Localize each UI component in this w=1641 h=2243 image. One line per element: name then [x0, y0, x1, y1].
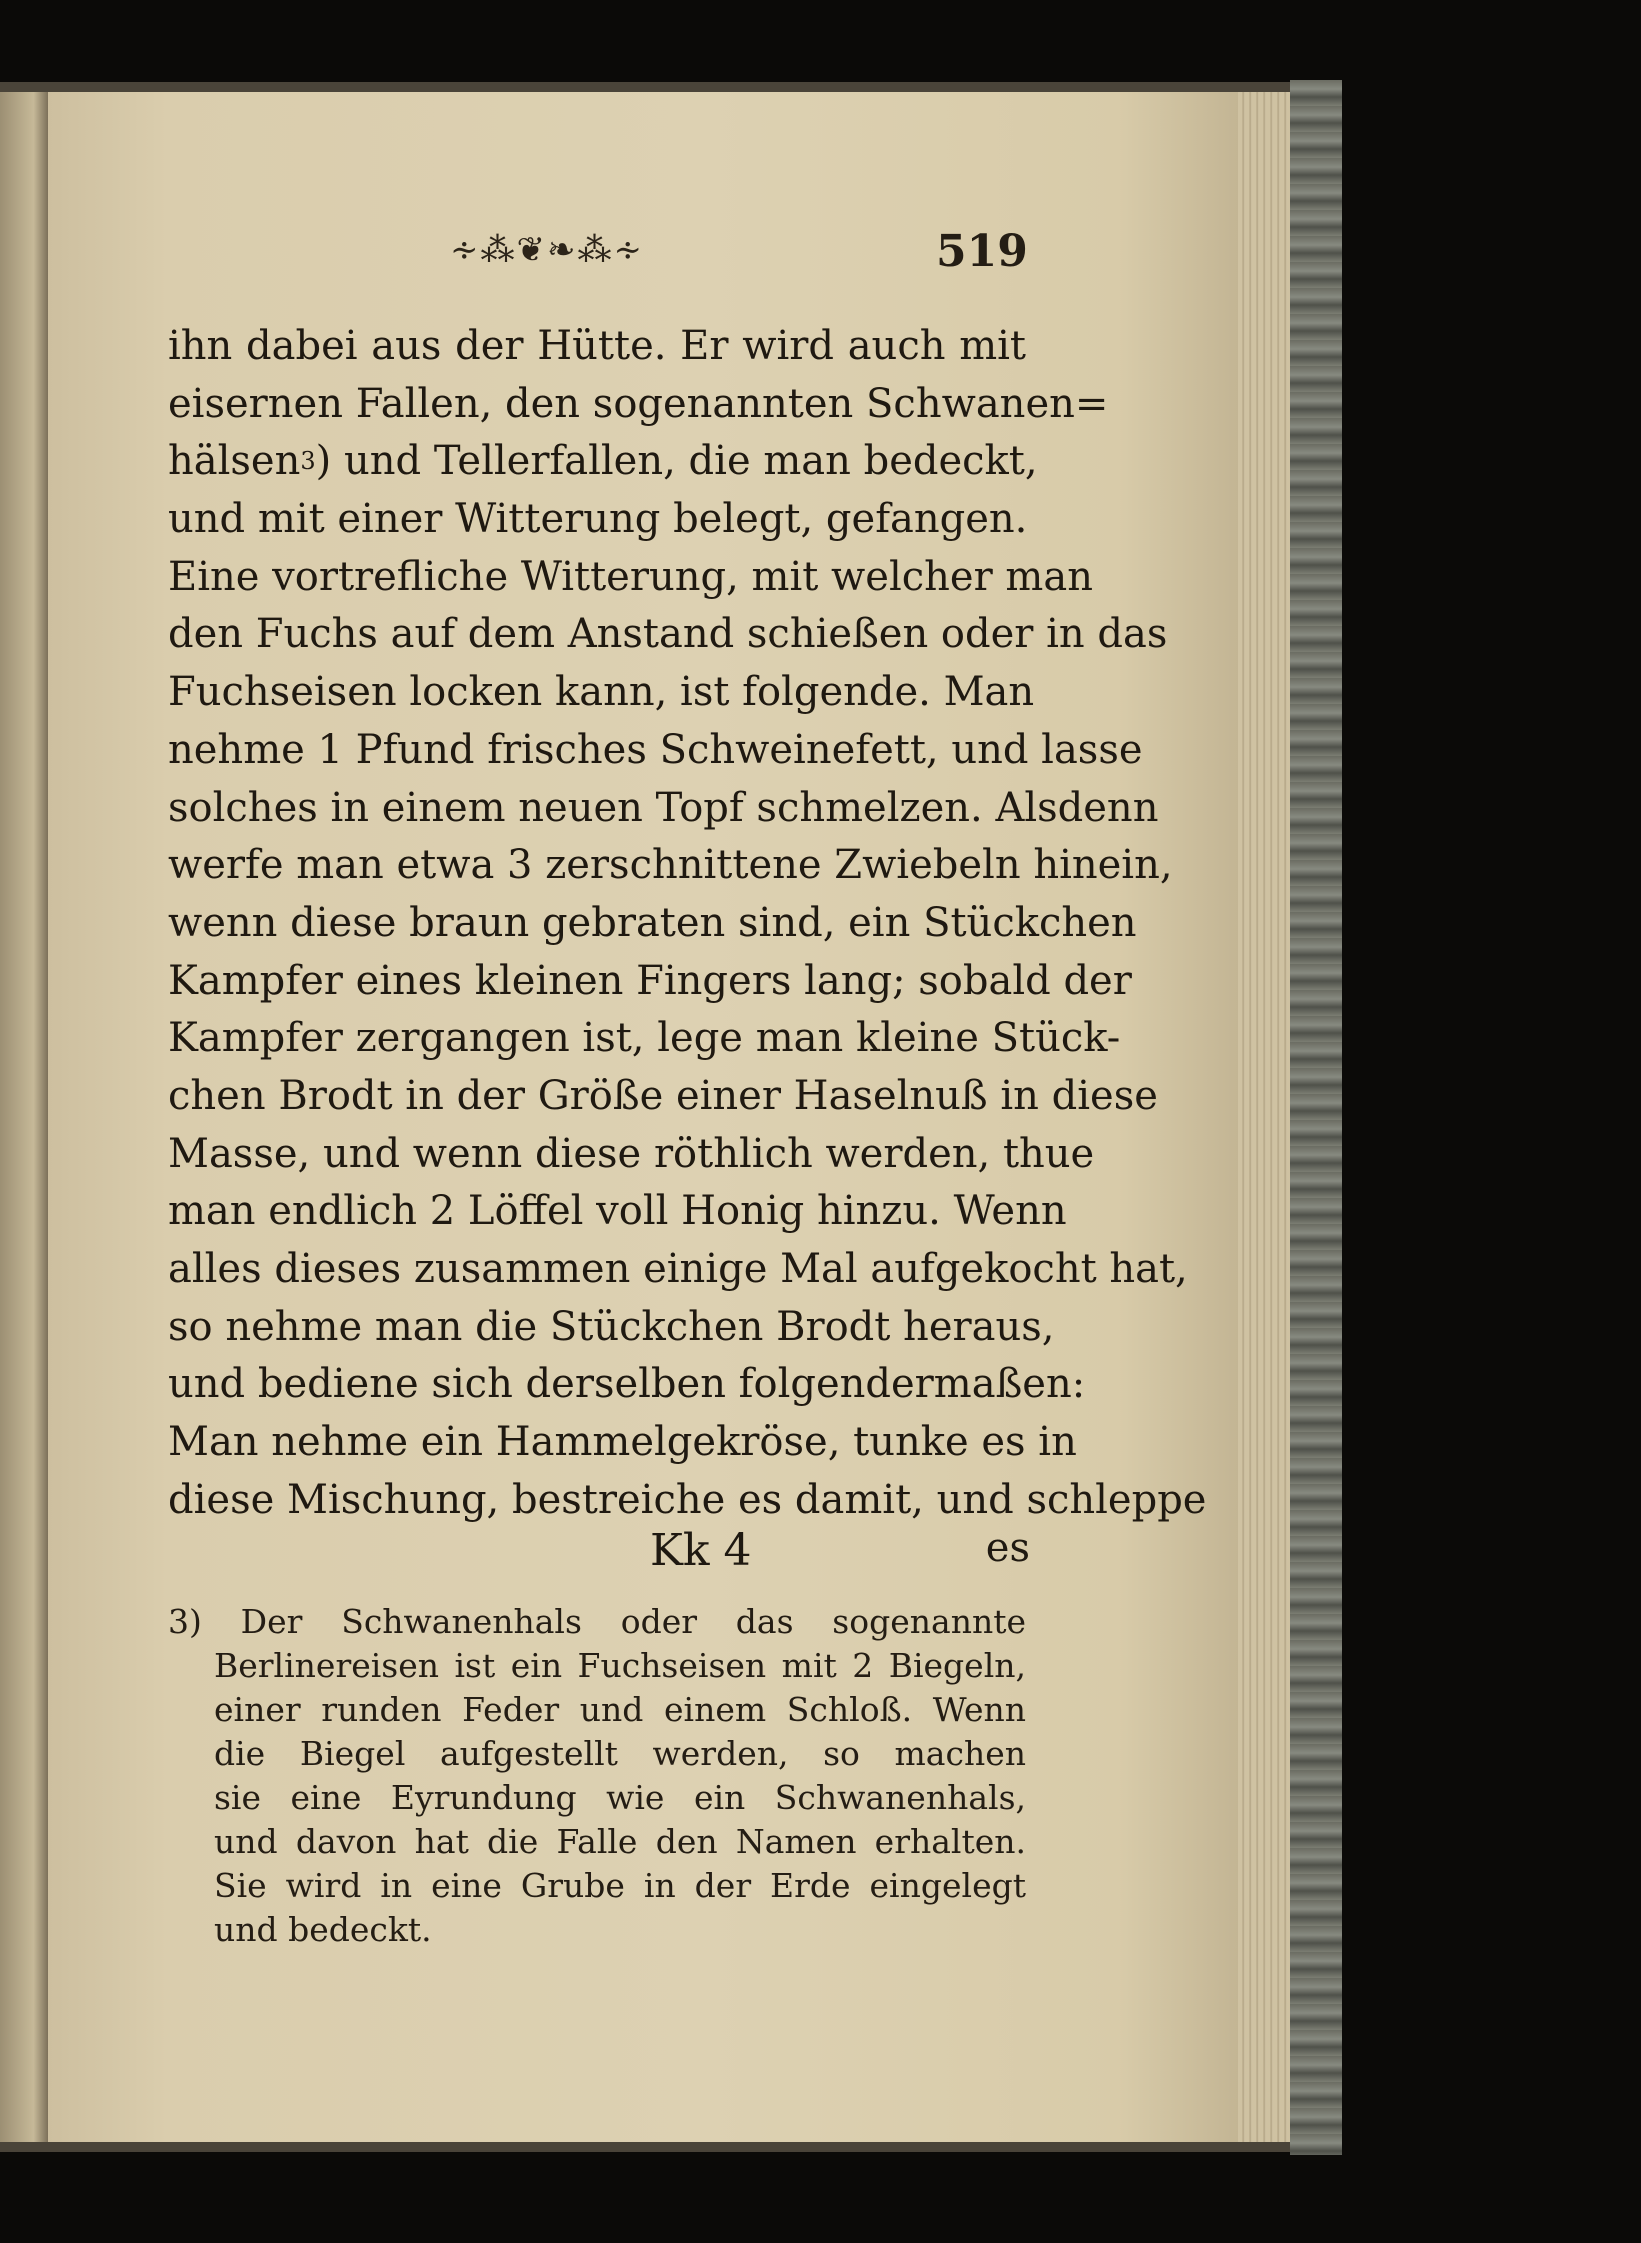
page-header: [450, 222, 1040, 282]
text-line: und mit einer Witterung belegt, gefangen.: [168, 496, 1028, 543]
text-line: und bediene sich derselben folgendermaßen:: [168, 1361, 1086, 1408]
text-line: Fuchseisen locken kann, ist folgende. Man: [168, 669, 1035, 716]
page-number: 519: [936, 226, 1028, 277]
footnote-line: und davon hat die Falle den Namen erhalten.: [214, 1822, 1026, 1861]
header-ornament: ∻⁂❦❧⁂∻: [450, 230, 644, 270]
text-line: alles dieses zusammen einige Mal aufgekocht hat,: [168, 1246, 1188, 1292]
text-line: den Fuchs auf dem Anstand schießen oder in das: [168, 611, 1168, 658]
text-line: Masse, und wenn diese röthlich werden, thue: [168, 1130, 1095, 1177]
catchword: es: [985, 1525, 1030, 1571]
marbled-cover-edge: [1290, 80, 1342, 2155]
text-line: chen Brodt in der Größe einer Haselnuß in diese: [168, 1072, 1158, 1119]
text-line: wenn diese braun gebraten sind, ein Stückchen: [168, 899, 1137, 946]
page-block-edge: [1238, 92, 1290, 2142]
text-line: werfe man etwa 3 zerschnittene Zwiebeln hinein,: [168, 842, 1173, 889]
signature-mark: Kk 4: [650, 1525, 752, 1576]
body-text: [168, 318, 1207, 1529]
footnote-line: Berlinereisen ist ein Fuchseisen mit 2 Biegeln,: [214, 1646, 1026, 1685]
footnote-line: und bedeckt.: [214, 1910, 432, 1949]
footnote-line: Sie wird in eine Grube in der Erde eingelegt: [214, 1866, 1026, 1905]
text-line: ihn dabei aus der Hütte. Er wird auch mit: [168, 323, 1026, 369]
footnote-reference[interactable]: 3: [300, 447, 316, 476]
text-line: Kampfer eines kleinen Fingers lang; sobald der: [168, 957, 1132, 1004]
text-line: man endlich 2 Löffel voll Honig hinzu. Wenn: [168, 1188, 1067, 1235]
text-line: solches in einem neuen Topf schmelzen. Alsdenn: [168, 784, 1159, 831]
footnote-line: die Biegel aufgestellt werden, so machen: [214, 1734, 1026, 1773]
text-line: Eine vortrefliche Witterung, mit welcher man: [168, 553, 1093, 600]
text-line: diese Mischung, bestreiche es damit, und schleppe: [168, 1476, 1207, 1523]
text-line: Kampfer zergangen ist, lege man kleine Stück-: [168, 1015, 1121, 1062]
footnote-line: 3) Der Schwanenhals oder das sogenannte: [168, 1602, 1026, 1641]
text-line: so nehme man die Stückchen Brodt heraus,: [168, 1303, 1055, 1350]
text-fragment: hälsen: [168, 438, 301, 485]
text-fragment: ) und Tellerfallen, die man bedeckt,: [315, 438, 1038, 485]
footnote: [168, 1600, 1026, 1952]
footnote-line: sie eine Eyrundung wie ein Schwanenhals,: [214, 1778, 1026, 1817]
footnote-line: einer runden Feder und einem Schloß. Wenn: [214, 1690, 1026, 1729]
text-line: Man nehme ein Hammelgekröse, tunke es in: [168, 1419, 1077, 1466]
previous-page-edge: [0, 92, 48, 2142]
signature-line: [650, 1525, 1030, 1585]
text-line: nehme 1 Pfund frisches Schweinefett, und lasse: [168, 726, 1143, 773]
text-line: eisernen Fallen, den sogenannten Schwanen=: [168, 380, 1109, 427]
text-line: [168, 433, 1038, 491]
